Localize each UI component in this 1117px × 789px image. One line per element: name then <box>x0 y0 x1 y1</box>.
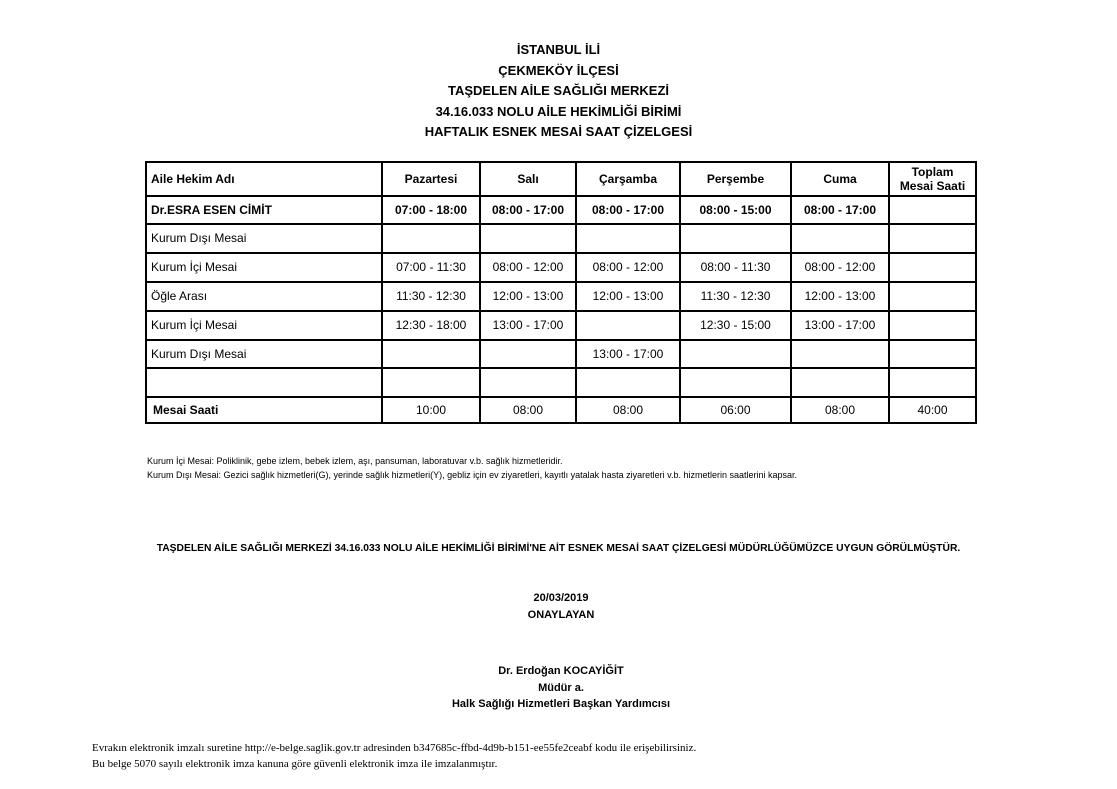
cell-thursday: 12:30 - 15:00 <box>680 311 791 340</box>
doctor-name: Dr.ESRA ESEN CİMİT <box>146 196 382 224</box>
cell-wednesday: 08:00 - 12:00 <box>576 253 680 282</box>
cell-total <box>889 340 976 369</box>
table-row <box>146 282 976 311</box>
cell-wednesday: 12:00 - 13:00 <box>576 282 680 311</box>
cell-friday: 08:00 - 12:00 <box>791 253 889 282</box>
cell-thursday <box>680 224 791 253</box>
column-header-thursday: Perşembe <box>680 162 791 196</box>
summary-wednesday: 08:00 <box>576 397 680 423</box>
cell-monday: 11:30 - 12:30 <box>382 282 480 311</box>
footer-verification-line: Evrakın elektronik imzalı suretine http://e-belge.saglik.gov.tr adresinden b347685c-ffbd-4d9b-b151-ee55fe2ceabf kodu ile erişebilirsiniz. <box>92 742 697 754</box>
header-province: İSTANBUL İLİ <box>516 42 601 57</box>
approver-title: Halk Sağlığı Hizmetleri Başkan Yardımcısı <box>451 698 671 710</box>
cell-wednesday <box>576 224 680 253</box>
cell-thursday: 08:00 - 11:30 <box>680 253 791 282</box>
cell-friday: 13:00 - 17:00 <box>791 311 889 340</box>
cell-wednesday: 13:00 - 17:00 <box>576 340 680 369</box>
total-header-line2: Mesai Saati <box>899 179 966 193</box>
cell-total <box>889 224 976 253</box>
column-header-name: Aile Hekim Adı <box>146 162 382 196</box>
doctor-thursday: 08:00 - 15:00 <box>680 196 791 224</box>
summary-monday: 10:00 <box>382 397 480 423</box>
cell-tuesday <box>480 340 576 369</box>
approval-date: 20/03/2019 <box>533 592 589 604</box>
cell-wednesday <box>576 368 680 397</box>
e-signature-footer <box>92 740 696 772</box>
table-row <box>146 340 976 369</box>
column-header-total <box>889 162 976 196</box>
row-label: Kurum Dışı Mesai <box>146 224 382 253</box>
header-district: ÇEKMEKÖY İLÇESİ <box>498 62 619 78</box>
note-internal-hours: Kurum İçi Mesai: Poliklinik, gebe izlem, bebek izlem, aşı, pansuman, laboratuvar v.b. sağlık hizmetleridir. <box>147 456 563 466</box>
cell-monday: 07:00 - 11:30 <box>382 253 480 282</box>
footer-legal-line: Bu belge 5070 sayılı elektronik imza kanuna göre güvenli elektronik imza ile imzalanmıştır. <box>92 758 498 770</box>
cell-thursday <box>680 340 791 369</box>
definition-notes <box>147 455 797 482</box>
cell-thursday: 11:30 - 12:30 <box>680 282 791 311</box>
cell-thursday <box>680 368 791 397</box>
summary-total: 40:00 <box>889 397 976 423</box>
table-row <box>146 368 976 397</box>
schedule-table <box>145 161 977 424</box>
cell-total <box>889 368 976 397</box>
doctor-total <box>889 196 976 224</box>
table-row <box>146 311 976 340</box>
approver-name: Dr. Erdoğan KOCAYİĞİT <box>498 665 624 677</box>
doctor-monday: 07:00 - 18:00 <box>382 196 480 224</box>
total-header-line1: Toplam <box>911 165 954 179</box>
cell-monday <box>382 224 480 253</box>
table-row <box>146 253 976 282</box>
table-row <box>146 224 976 253</box>
approval-statement: TAŞDELEN AİLE SAĞLIĞI MERKEZİ 34.16.033 NOLU AİLE HEKİMLİĞİ BİRİMİ'NE AİT ESNEK MESAİ SAAT ÇİZELGESİ MÜDÜRLÜĞÜMÜZCE UYGUN GÖRÜLMÜŞTÜR. <box>156 543 961 554</box>
row-label: Kurum Dışı Mesai <box>146 340 382 369</box>
header-health-center: TAŞDELEN AİLE SAĞLIĞI MERKEZİ <box>447 83 669 99</box>
doctor-tuesday: 08:00 - 17:00 <box>480 196 576 224</box>
cell-tuesday: 08:00 - 12:00 <box>480 253 576 282</box>
note-external-hours: Kurum Dışı Mesai: Gezici sağlık hizmetleri(G), yerinde sağlık hizmetleri(Y), gebliz için ev ziyaretleri, kayıtlı yatalak hasta ziyaretleri v.b. hizmetlerin saatlerini kapsar. <box>147 469 798 480</box>
approver-role: Müdür a. <box>538 681 584 694</box>
header-unit: 34.16.033 NOLU AİLE HEKİMLİĞİ BİRİMİ <box>435 103 682 119</box>
signature-spacer <box>0 623 1117 663</box>
document-header <box>0 40 1117 143</box>
row-label: Kurum İçi Mesai <box>146 311 382 340</box>
doctor-friday: 08:00 - 17:00 <box>791 196 889 224</box>
cell-friday <box>791 340 889 369</box>
cell-tuesday <box>480 368 576 397</box>
cell-total <box>889 311 976 340</box>
column-header-tuesday: Salı <box>480 162 576 196</box>
column-header-friday: Cuma <box>791 162 889 196</box>
doctor-wednesday: 08:00 - 17:00 <box>576 196 680 224</box>
cell-monday: 12:30 - 18:00 <box>382 311 480 340</box>
approver-label: ONAYLAYAN <box>527 608 595 621</box>
cell-wednesday <box>576 311 680 340</box>
signature-block <box>0 590 1117 713</box>
cell-friday <box>791 368 889 397</box>
table-header-row <box>146 162 976 196</box>
summary-thursday: 06:00 <box>680 397 791 423</box>
cell-total <box>889 253 976 282</box>
cell-tuesday: 12:00 - 13:00 <box>480 282 576 311</box>
summary-friday: 08:00 <box>791 397 889 423</box>
cell-monday <box>382 340 480 369</box>
summary-label: Mesai Saati <box>146 397 382 423</box>
row-label: Öğle Arası <box>146 282 382 311</box>
cell-friday: 12:00 - 13:00 <box>791 282 889 311</box>
cell-friday <box>791 224 889 253</box>
row-label <box>146 368 382 397</box>
column-header-wednesday: Çarşamba <box>576 162 680 196</box>
doctor-row <box>146 196 976 224</box>
cell-total <box>889 282 976 311</box>
cell-tuesday: 13:00 - 17:00 <box>480 311 576 340</box>
header-schedule-title: HAFTALIK ESNEK MESAİ SAAT ÇİZELGESİ <box>424 124 693 140</box>
summary-row <box>146 397 976 423</box>
summary-tuesday: 08:00 <box>480 397 576 423</box>
column-header-monday: Pazartesi <box>382 162 480 196</box>
cell-tuesday <box>480 224 576 253</box>
row-label: Kurum İçi Mesai <box>146 253 382 282</box>
cell-monday <box>382 368 480 397</box>
